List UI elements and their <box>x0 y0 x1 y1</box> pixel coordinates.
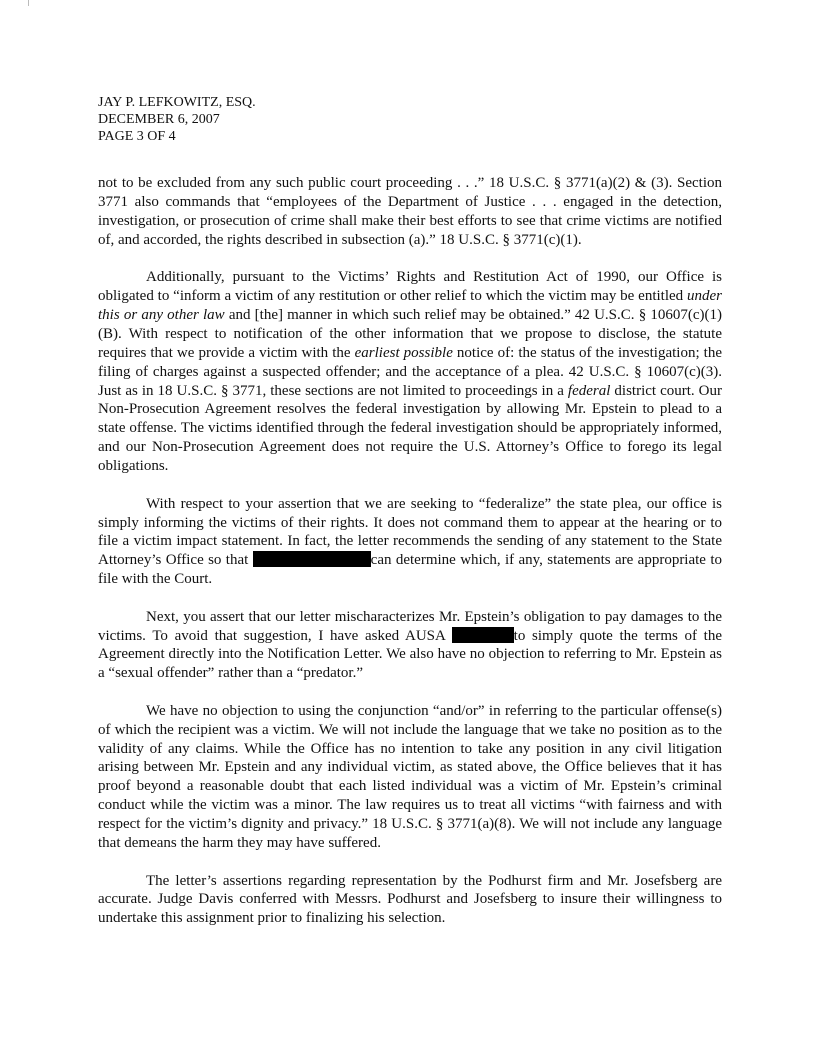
paragraph-1: not to be excluded from any such public court proceeding . . .” 18 U.S.C. § 3771(a)(2) & (3). Section 3771 also commands that “employees of the Department of Justice . . . engaged in the detection, investigation, or prosecution of crime shall make their best efforts to see that crime victims are notified of, and accorded, the rights described in subsection (a).” 18 U.S.C. § 3771(c)(1). <box>98 175 722 248</box>
paragraph-6: The letter’s assertions regarding representation by the Podhurst firm and Mr. Josefsberg are accurate. Judge Davis conferred with Messrs. Podhurst and Josefsberg to insure their willingness to undertake this assignment prior to finalizing his selection. <box>98 872 722 927</box>
redaction-block <box>452 627 514 643</box>
page-number: PAGE 3 OF 4 <box>98 129 176 144</box>
paragraph-2-text-c: and [the] manner in which such relief may be obtained.” 42 U.S.C. § 10607(c)(1)(B). With respect to notification of the other information that we propose to disclose, the statute requires that we provide a victim with the <box>98 306 722 361</box>
redaction-block <box>253 551 371 567</box>
letter-header <box>98 94 256 145</box>
paragraph-3 <box>98 495 722 590</box>
paragraph-2 <box>98 268 722 476</box>
paragraph-4-text-a: Next, you assert that our letter mischaracterizes Mr. Epstein’s obligation to pay damages to the victims. To avoid that suggestion, I have asked AUSA <box>98 608 722 644</box>
paragraph-2-text-g: district court. Our Non-Prosecution Agreement resolves the federal investigation by allowing Mr. Epstein to plead to a state offense. The victims identified through the federal investigation should be appropriately informed, and our Non-Prosecution Agreement does not require the U.S. Attorney’s Office to forego its legal obligations. <box>98 382 722 475</box>
scan-edge-mark <box>28 0 35 6</box>
paragraph-2-italic-federal: federal <box>567 382 611 399</box>
paragraph-4-text-b: to simply quote the terms of the Agreement directly into the Notification Letter. We also have no objection to referring to Mr. Epstein as a “sexual offender” rather than a “predator.” <box>98 627 722 682</box>
paragraph-2-italic-earliest: earliest possible <box>354 344 453 361</box>
paragraph-2-italic-law: under this or any other law <box>98 288 722 323</box>
paragraph-3-text-a: With respect to your assertion that we are seeking to “federalize” the state plea, our office is simply informing the victims of their rights. It does not command them to appear at the hearing or to file a victim impact statement. In fact, the letter recommends the sending of any statement to the State Attorney’s Office so that <box>98 495 722 569</box>
letter-body <box>98 174 722 947</box>
paragraph-2-text-e: notice of: the status of the investigation; the filing of charges against a suspected offender; and the acceptance of a plea. 42 U.S.C. § 10607(c)(3). Just as in 18 U.S.C. § 3771, these sections are not limited to proceedings in a <box>98 344 722 399</box>
paragraph-2-text-a: Additionally, pursuant to the Victims’ Rights and Restitution Act of 1990, our Office is obligated to “inform a victim of any restitution or other relief to which the victim may be entitled <box>98 269 722 305</box>
paragraph-5: We have no objection to using the conjunction “and/or” in referring to the particular offense(s) of which the recipient was a victim. We will not include the language that we take no position as to the validity of any claims. While the Office has no intention to take any position in any civil litigation arising between Mr. Epstein and any individual victim, as stated above, the Office believes that it has proof beyond a reasonable doubt that each listed individual was a victim of Mr. Epstein’s criminal conduct while the victim was a minor. The law requires us to treat all victims “with fairness and with respect for the victim’s dignity and privacy.” 18 U.S.C. § 3771(a)(8). We will not include any language that demeans the harm they may have suffered. <box>98 702 722 852</box>
paragraph-4 <box>98 608 722 684</box>
paragraph-3-text-b: can determine which, if any, statements are appropriate to file with the Court. <box>98 552 722 588</box>
recipient-name: JAY P. LEFKOWITZ, ESQ. <box>98 95 256 110</box>
letter-date: DECEMBER 6, 2007 <box>98 112 220 127</box>
